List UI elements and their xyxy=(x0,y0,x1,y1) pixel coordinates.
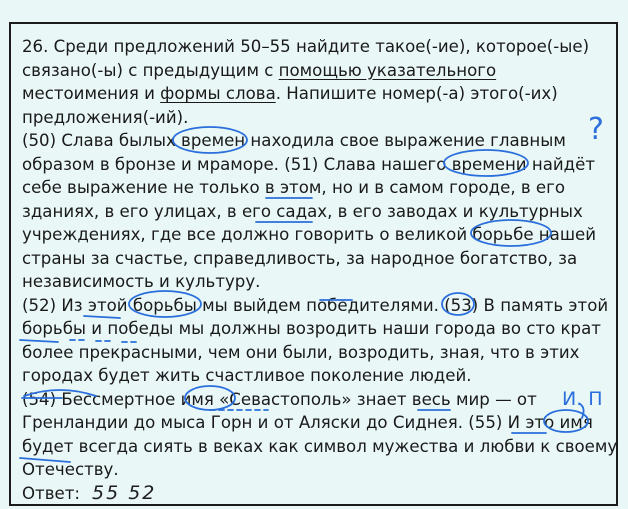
document-body xyxy=(22,35,618,505)
answer-line xyxy=(22,482,618,506)
text-paragraph-1: (50) Слава былых времен находила свое выражение главным образом в бронзе и мраморе. (51) Слава нашего времени найдёт себе выражение не только в этом, но и в самом городе, в его зданиях, в его улицах, в его садах, в его заводах и культурных учреждениях, где все должно говорить о великой борьбе нашей страны за счастье, справедливость, за народное богатство, за независимость и культуру. xyxy=(22,131,596,291)
task-statement: 26. Среди предложений 50–55 найдите такое(-ие), которое(-ые) связано(-ы) с предыдущим с помощью указательного местоимения и формы слова. Напишите номер(-а) этого(-их) предложения(-ий). xyxy=(22,37,590,127)
underlined-phrase-form: формы слова xyxy=(160,84,276,103)
handwritten-answer: 55 52 xyxy=(91,481,157,504)
case-note-annotation: И. П xyxy=(562,388,603,410)
answer-label: Ответ: xyxy=(22,483,80,503)
text-paragraph-2: (52) Из этой борьбы мы выйдем победителями. (53) В память этой борьбы и победы мы должны возродить наши города во сто крат более прекрасными, чем они были, возродить, зная, что в этих городах будет жить счастливое поколение людей. xyxy=(22,295,609,385)
question-mark-annotation: ? xyxy=(588,112,604,147)
underlined-phrase-pointer: помощью указательного xyxy=(278,60,497,80)
text-paragraph-3: (54) Бессмертное имя «Севастополь» знает весь мир — от Гренландии до мыса Горн и от Аляски до Сиднея. (55) И это имя будет всегда сиять в веках как символ мужества и любви к своему Отечеству. xyxy=(22,389,618,479)
